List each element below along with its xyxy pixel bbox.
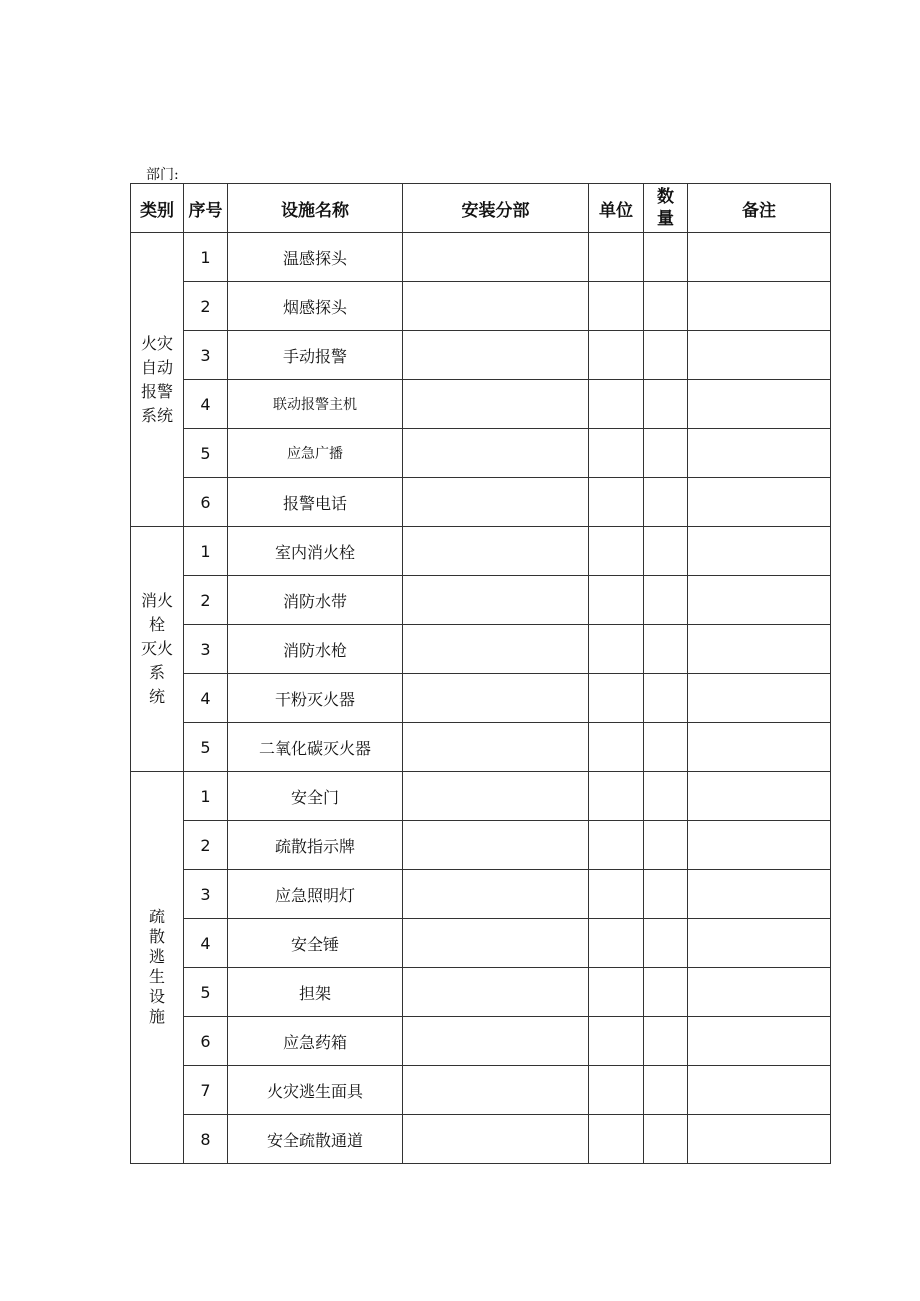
remark-cell[interactable]	[688, 919, 831, 968]
table-row	[131, 625, 831, 674]
facility-name-cell: 消防水枪	[228, 625, 403, 674]
location-cell[interactable]	[403, 772, 589, 821]
table-row	[131, 870, 831, 919]
category-line: 火灾	[140, 333, 173, 353]
seq-cell: 6	[184, 1017, 228, 1066]
table-row	[131, 331, 831, 380]
remark-cell[interactable]	[688, 576, 831, 625]
category-evacuation	[131, 772, 184, 1164]
remark-cell[interactable]	[688, 1066, 831, 1115]
qty-cell[interactable]	[644, 380, 688, 429]
facility-name-cell: 应急广播	[228, 429, 403, 478]
table-row	[131, 233, 831, 282]
location-cell[interactable]	[403, 919, 589, 968]
seq-cell: 8	[184, 1115, 228, 1164]
facility-name-cell: 二氧化碳灭火器	[228, 723, 403, 772]
unit-cell[interactable]	[589, 478, 644, 527]
location-cell[interactable]	[403, 1115, 589, 1164]
category-line: 自动	[140, 357, 173, 377]
unit-cell[interactable]	[589, 1115, 644, 1164]
location-cell[interactable]	[403, 821, 589, 870]
remark-cell[interactable]	[688, 968, 831, 1017]
table-row	[131, 282, 831, 331]
remark-cell[interactable]	[688, 625, 831, 674]
remark-cell[interactable]	[688, 233, 831, 282]
table-row	[131, 674, 831, 723]
table-row	[131, 527, 831, 576]
category-line: 施	[148, 1006, 165, 1026]
category-line: 系	[148, 663, 165, 682]
remark-cell[interactable]	[688, 772, 831, 821]
unit-cell[interactable]	[589, 1066, 644, 1115]
category-line: 散	[148, 926, 165, 946]
seq-cell: 5	[184, 429, 228, 478]
header-qty	[644, 184, 688, 233]
qty-cell[interactable]	[644, 723, 688, 772]
header-qty-line2: 量	[657, 209, 674, 229]
qty-cell[interactable]	[644, 527, 688, 576]
location-cell[interactable]	[403, 1017, 589, 1066]
location-cell[interactable]	[403, 968, 589, 1017]
unit-cell[interactable]	[589, 870, 644, 919]
seq-cell: 4	[184, 380, 228, 429]
category-line: 生	[148, 966, 165, 986]
seq-cell: 3	[184, 331, 228, 380]
seq-cell: 4	[184, 919, 228, 968]
seq-cell: 5	[184, 723, 228, 772]
table-row	[131, 1017, 831, 1066]
seq-cell: 7	[184, 1066, 228, 1115]
qty-cell[interactable]	[644, 1017, 688, 1066]
category-line: 设	[148, 986, 165, 1006]
seq-cell: 1	[184, 233, 228, 282]
qty-cell[interactable]	[644, 772, 688, 821]
table-row	[131, 1115, 831, 1164]
unit-cell[interactable]	[589, 821, 644, 870]
remark-cell[interactable]	[688, 1115, 831, 1164]
category-line: 系统	[140, 405, 173, 425]
table-row	[131, 1066, 831, 1115]
unit-cell[interactable]	[589, 429, 644, 478]
table-row	[131, 380, 831, 429]
remark-cell[interactable]	[688, 723, 831, 772]
table-row	[131, 723, 831, 772]
seq-cell: 3	[184, 625, 228, 674]
header-location: 安装分部	[403, 184, 589, 233]
table-row	[131, 429, 831, 478]
remark-cell[interactable]	[688, 674, 831, 723]
category-line: 消火	[140, 591, 173, 610]
header-name: 设施名称	[228, 184, 403, 233]
location-cell[interactable]	[403, 331, 589, 380]
qty-cell[interactable]	[644, 233, 688, 282]
table-row	[131, 821, 831, 870]
unit-cell[interactable]	[589, 282, 644, 331]
unit-cell[interactable]	[589, 625, 644, 674]
location-cell[interactable]	[403, 723, 589, 772]
category-line: 灭火	[140, 639, 173, 658]
unit-cell[interactable]	[589, 674, 644, 723]
seq-cell: 4	[184, 674, 228, 723]
facility-name-cell: 担架	[228, 968, 403, 1017]
qty-cell[interactable]	[644, 968, 688, 1017]
header-unit: 单位	[589, 184, 644, 233]
qty-cell[interactable]	[644, 870, 688, 919]
category-line: 报警	[140, 381, 173, 401]
facility-table	[130, 183, 831, 1164]
category-hydrant	[131, 527, 184, 772]
seq-cell: 2	[184, 576, 228, 625]
seq-cell: 2	[184, 821, 228, 870]
header-category: 类别	[131, 184, 184, 233]
location-cell[interactable]	[403, 625, 589, 674]
unit-cell[interactable]	[589, 380, 644, 429]
qty-cell[interactable]	[644, 1066, 688, 1115]
facility-name-cell: 报警电话	[228, 478, 403, 527]
seq-cell: 2	[184, 282, 228, 331]
facility-name-cell: 室内消火栓	[228, 527, 403, 576]
facility-name-cell: 应急药箱	[228, 1017, 403, 1066]
unit-cell[interactable]	[589, 527, 644, 576]
seq-cell: 1	[184, 527, 228, 576]
facility-name-cell: 火灾逃生面具	[228, 1066, 403, 1115]
facility-name-cell: 温感探头	[228, 233, 403, 282]
facility-name-cell: 联动报警主机	[228, 380, 403, 429]
location-cell[interactable]	[403, 478, 589, 527]
unit-cell[interactable]	[589, 968, 644, 1017]
unit-cell[interactable]	[589, 1017, 644, 1066]
table-body	[131, 233, 831, 1164]
remark-cell[interactable]	[688, 331, 831, 380]
header-qty-line1: 数	[657, 187, 674, 207]
facility-name-cell: 烟感探头	[228, 282, 403, 331]
facility-name-cell: 疏散指示牌	[228, 821, 403, 870]
department-label: 部门:	[146, 167, 179, 183]
facility-name-cell: 安全门	[228, 772, 403, 821]
location-cell[interactable]	[403, 429, 589, 478]
table-row	[131, 576, 831, 625]
category-line: 疏	[148, 906, 165, 926]
table-row	[131, 478, 831, 527]
qty-cell[interactable]	[644, 429, 688, 478]
table-row	[131, 772, 831, 821]
facility-name-cell: 干粉灭火器	[228, 674, 403, 723]
location-cell[interactable]	[403, 282, 589, 331]
header-remark: 备注	[688, 184, 831, 233]
remark-cell[interactable]	[688, 380, 831, 429]
category-line: 统	[148, 687, 165, 706]
location-cell[interactable]	[403, 674, 589, 723]
remark-cell[interactable]	[688, 821, 831, 870]
qty-cell[interactable]	[644, 625, 688, 674]
location-cell[interactable]	[403, 870, 589, 919]
unit-cell[interactable]	[589, 919, 644, 968]
unit-cell[interactable]	[589, 772, 644, 821]
qty-cell[interactable]	[644, 282, 688, 331]
location-cell[interactable]	[403, 233, 589, 282]
qty-cell[interactable]	[644, 821, 688, 870]
remark-cell[interactable]	[688, 429, 831, 478]
unit-cell[interactable]	[589, 233, 644, 282]
qty-cell[interactable]	[644, 674, 688, 723]
header-row	[131, 184, 831, 233]
category-line: 逃	[148, 946, 165, 966]
qty-cell[interactable]	[644, 331, 688, 380]
remark-cell[interactable]	[688, 478, 831, 527]
header-seq: 序号	[184, 184, 228, 233]
remark-cell[interactable]	[688, 527, 831, 576]
category-fire-alarm	[131, 233, 184, 527]
location-cell[interactable]	[403, 1066, 589, 1115]
remark-cell[interactable]	[688, 282, 831, 331]
qty-cell[interactable]	[644, 576, 688, 625]
unit-cell[interactable]	[589, 576, 644, 625]
facility-name-cell: 手动报警	[228, 331, 403, 380]
unit-cell[interactable]	[589, 723, 644, 772]
facility-name-cell: 应急照明灯	[228, 870, 403, 919]
location-cell[interactable]	[403, 527, 589, 576]
unit-cell[interactable]	[589, 331, 644, 380]
remark-cell[interactable]	[688, 1017, 831, 1066]
facility-name-cell: 安全锤	[228, 919, 403, 968]
location-cell[interactable]	[403, 380, 589, 429]
qty-cell[interactable]	[644, 478, 688, 527]
qty-cell[interactable]	[644, 919, 688, 968]
table-row	[131, 919, 831, 968]
remark-cell[interactable]	[688, 870, 831, 919]
category-line: 栓	[148, 615, 165, 634]
facility-name-cell: 安全疏散通道	[228, 1115, 403, 1164]
seq-cell: 5	[184, 968, 228, 1017]
seq-cell: 6	[184, 478, 228, 527]
facility-name-cell: 消防水带	[228, 576, 403, 625]
seq-cell: 1	[184, 772, 228, 821]
qty-cell[interactable]	[644, 1115, 688, 1164]
location-cell[interactable]	[403, 576, 589, 625]
seq-cell: 3	[184, 870, 228, 919]
table-row	[131, 968, 831, 1017]
